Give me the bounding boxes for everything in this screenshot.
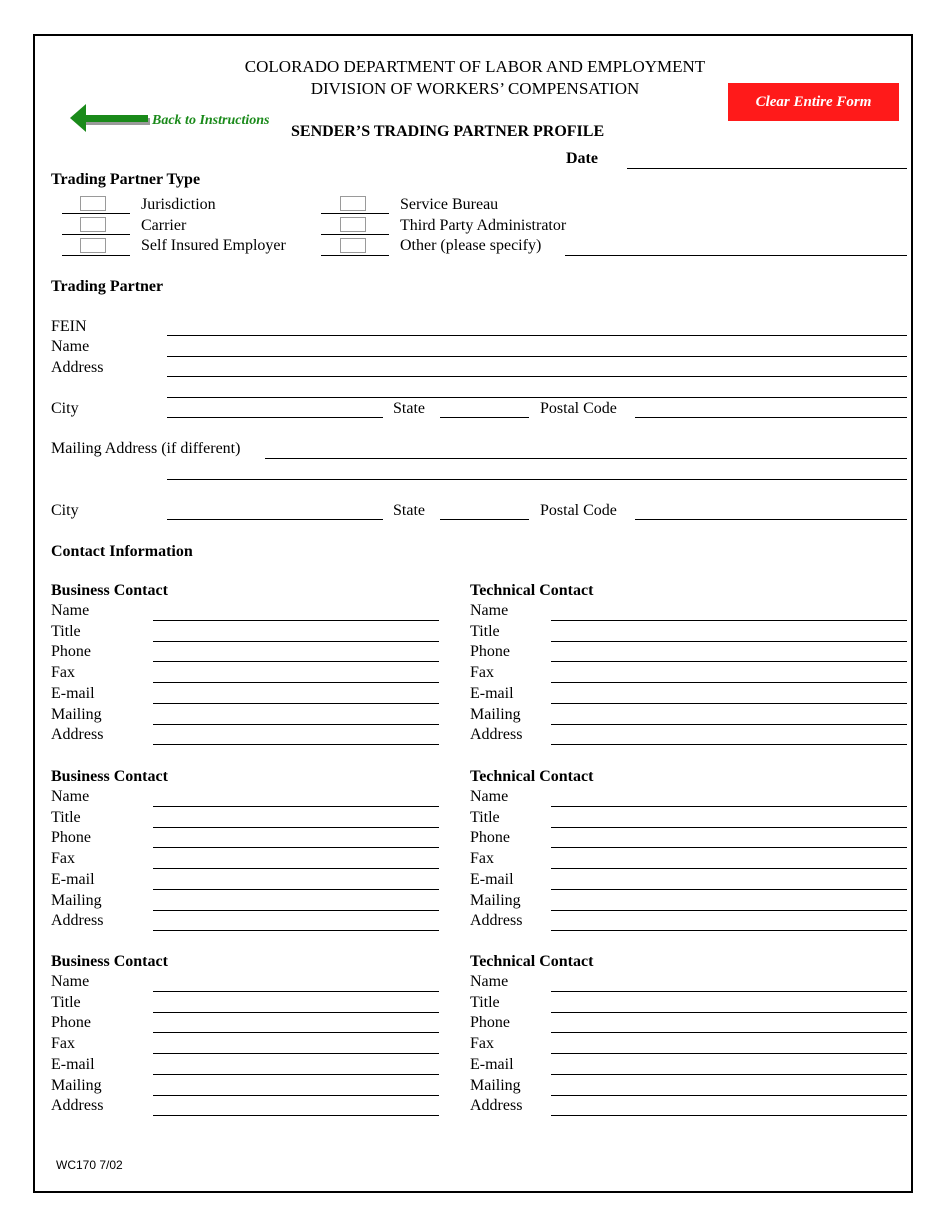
other-specify-field[interactable] (565, 255, 907, 256)
business-contact-field-input[interactable] (153, 641, 439, 642)
technical-contact-field-input[interactable] (551, 1115, 907, 1116)
business-contact-field-label: Phone (51, 1014, 91, 1032)
technical-contact-field-label: Mailing (470, 1076, 521, 1094)
state2-field[interactable] (440, 519, 529, 520)
business-contact-field-input[interactable] (153, 1115, 439, 1116)
technical-contact-field-input[interactable] (551, 661, 907, 662)
technical-contact-heading: Technical Contact (470, 582, 594, 599)
business-contact-field-label: Mailing (51, 1076, 102, 1094)
business-contact-field-input[interactable] (153, 682, 439, 683)
business-contact-field-input[interactable] (153, 991, 439, 992)
postal2-label: Postal Code (540, 502, 617, 519)
business-contact-field-input[interactable] (153, 703, 439, 704)
business-contact-heading: Business Contact (51, 768, 168, 785)
technical-contact-field-input[interactable] (551, 1095, 907, 1096)
technical-contact-field-label: Fax (470, 1035, 494, 1053)
technical-contact-heading: Technical Contact (470, 953, 594, 970)
business-contact-field-input[interactable] (153, 724, 439, 725)
checkbox-self-insured[interactable] (80, 238, 106, 253)
technical-contact-field-input[interactable] (551, 847, 907, 848)
postal2-field[interactable] (635, 519, 907, 520)
technical-contact-field-label: Name (470, 973, 509, 990)
checkbox-other[interactable] (340, 238, 366, 253)
partner-type-heading: Trading Partner Type (51, 171, 201, 188)
technical-contact-field-label: Phone (470, 643, 510, 661)
technical-contact-field-input[interactable] (551, 806, 907, 807)
fein-field[interactable] (167, 335, 907, 336)
business-contact-field-label: Address (51, 912, 104, 930)
technical-contact-field-label: Mailing (470, 705, 521, 723)
label-other: Other (please specify) (400, 237, 542, 254)
date-field[interactable] (627, 168, 907, 169)
address-field[interactable] (167, 376, 907, 377)
technical-contact-field-input[interactable] (551, 703, 907, 704)
label-self-insured: Self Insured Employer (141, 237, 286, 254)
business-contact-field-label: Phone (51, 643, 91, 661)
business-contact-field-label: Title (51, 808, 81, 826)
technical-contact-field-label: Phone (470, 829, 510, 847)
state-field[interactable] (440, 417, 529, 418)
contact-heading: Contact Information (51, 543, 193, 560)
business-contact-field-input[interactable] (153, 910, 439, 911)
label-tpa: Third Party Administrator (400, 217, 567, 234)
technical-contact-field-input[interactable] (551, 744, 907, 745)
trading-partner-heading: Trading Partner (51, 278, 164, 295)
technical-contact-field-input[interactable] (551, 930, 907, 931)
city-field[interactable] (167, 417, 383, 418)
business-contact-field-label: Title (51, 993, 81, 1011)
header-line1: COLORADO DEPARTMENT OF LABOR AND EMPLOYMENT (244, 57, 706, 76)
business-contact-field-input[interactable] (153, 930, 439, 931)
business-contact-field-input[interactable] (153, 827, 439, 828)
technical-contact-field-label: Title (470, 808, 500, 826)
mailing-address-field-2[interactable] (167, 479, 907, 480)
business-contact-field-label: Address (51, 726, 104, 744)
business-contact-field-label: Mailing (51, 891, 102, 909)
business-contact-field-input[interactable] (153, 1095, 439, 1096)
technical-contact-field-label: Address (470, 912, 523, 930)
technical-contact-field-label: Fax (470, 664, 494, 682)
technical-contact-field-input[interactable] (551, 1012, 907, 1013)
business-contact-field-input[interactable] (153, 661, 439, 662)
business-contact-field-label: Fax (51, 1035, 75, 1053)
technical-contact-heading: Technical Contact (470, 768, 594, 785)
business-contact-field-label: Fax (51, 850, 75, 868)
business-contact-field-label: Name (51, 602, 90, 619)
name-field[interactable] (167, 356, 907, 357)
back-to-instructions-link[interactable]: Back to Instructions (152, 113, 270, 128)
mailing-address-label: Mailing Address (if different) (51, 440, 241, 457)
business-contact-field-label: E-mail (51, 684, 95, 702)
business-contact-field-label: Address (51, 1097, 104, 1115)
technical-contact-field-label: Title (470, 993, 500, 1011)
business-contact-field-input[interactable] (153, 1053, 439, 1054)
technical-contact-field-label: E-mail (470, 1055, 514, 1073)
technical-contact-field-label: Phone (470, 1014, 510, 1032)
business-contact-field-input[interactable] (153, 806, 439, 807)
business-contact-heading: Business Contact (51, 582, 168, 599)
state-label: State (393, 400, 425, 417)
technical-contact-field-label: Name (470, 602, 509, 619)
label-carrier: Carrier (141, 217, 187, 234)
form-title: SENDER’S TRADING PARTNER PROFILE (291, 123, 605, 140)
technical-contact-field-input[interactable] (551, 1074, 907, 1075)
back-arrow-icon[interactable] (70, 104, 152, 136)
business-contact-field-input[interactable] (153, 889, 439, 890)
business-contact-field-input[interactable] (153, 847, 439, 848)
checkbox-jurisdiction[interactable] (80, 196, 106, 211)
checkbox-underline (62, 213, 130, 214)
city-label: City (51, 400, 79, 417)
technical-contact-field-label: E-mail (470, 684, 514, 702)
business-contact-field-label: E-mail (51, 870, 95, 888)
business-contact-field-label: Title (51, 622, 81, 640)
address-field-2[interactable] (167, 397, 907, 398)
checkbox-service-bureau[interactable] (340, 196, 366, 211)
technical-contact-field-input[interactable] (551, 991, 907, 992)
form-number: WC170 7/02 (56, 1158, 123, 1172)
fein-label: FEIN (51, 318, 87, 335)
checkbox-underline (62, 234, 130, 235)
technical-contact-field-input[interactable] (551, 641, 907, 642)
technical-contact-field-input[interactable] (551, 1032, 907, 1033)
technical-contact-field-input[interactable] (551, 682, 907, 683)
business-contact-field-input[interactable] (153, 868, 439, 869)
technical-contact-field-input[interactable] (551, 868, 907, 869)
header-line2: DIVISION OF WORKERS’ COMPENSATION (310, 79, 640, 98)
label-service-bureau: Service Bureau (400, 196, 499, 213)
technical-contact-field-label: Address (470, 726, 523, 744)
business-contact-field-label: Fax (51, 664, 75, 682)
business-contact-heading: Business Contact (51, 953, 168, 970)
business-contact-field-label: Name (51, 788, 90, 805)
postal-field[interactable] (635, 417, 907, 418)
name-label: Name (51, 338, 90, 355)
technical-contact-field-input[interactable] (551, 1053, 907, 1054)
business-contact-field-input[interactable] (153, 1012, 439, 1013)
city2-label: City (51, 502, 79, 519)
business-contact-field-input[interactable] (153, 1032, 439, 1033)
technical-contact-field-input[interactable] (551, 620, 907, 621)
date-label: Date (566, 150, 598, 167)
state2-label: State (393, 502, 425, 519)
technical-contact-field-label: Fax (470, 850, 494, 868)
mailing-address-field[interactable] (265, 458, 907, 459)
checkbox-underline (321, 234, 389, 235)
business-contact-field-label: Name (51, 973, 90, 990)
technical-contact-field-input[interactable] (551, 827, 907, 828)
checkbox-carrier[interactable] (80, 217, 106, 232)
technical-contact-field-label: Title (470, 622, 500, 640)
checkbox-tpa[interactable] (340, 217, 366, 232)
address-label: Address (51, 359, 104, 376)
postal-label: Postal Code (540, 400, 617, 417)
technical-contact-field-input[interactable] (551, 910, 907, 911)
business-contact-field-label: Mailing (51, 705, 102, 723)
label-jurisdiction: Jurisdiction (141, 196, 216, 213)
technical-contact-field-label: Name (470, 788, 509, 805)
business-contact-field-input[interactable] (153, 1074, 439, 1075)
business-contact-field-input[interactable] (153, 744, 439, 745)
technical-contact-field-input[interactable] (551, 724, 907, 725)
technical-contact-field-label: E-mail (470, 870, 514, 888)
business-contact-field-label: Phone (51, 829, 91, 847)
checkbox-underline (321, 213, 389, 214)
checkbox-underline (62, 255, 130, 256)
technical-contact-field-label: Mailing (470, 891, 521, 909)
business-contact-field-input[interactable] (153, 620, 439, 621)
city2-field[interactable] (167, 519, 383, 520)
clear-form-button[interactable]: Clear Entire Form (728, 83, 899, 121)
technical-contact-field-label: Address (470, 1097, 523, 1115)
business-contact-field-label: E-mail (51, 1055, 95, 1073)
checkbox-underline (321, 255, 389, 256)
technical-contact-field-input[interactable] (551, 889, 907, 890)
